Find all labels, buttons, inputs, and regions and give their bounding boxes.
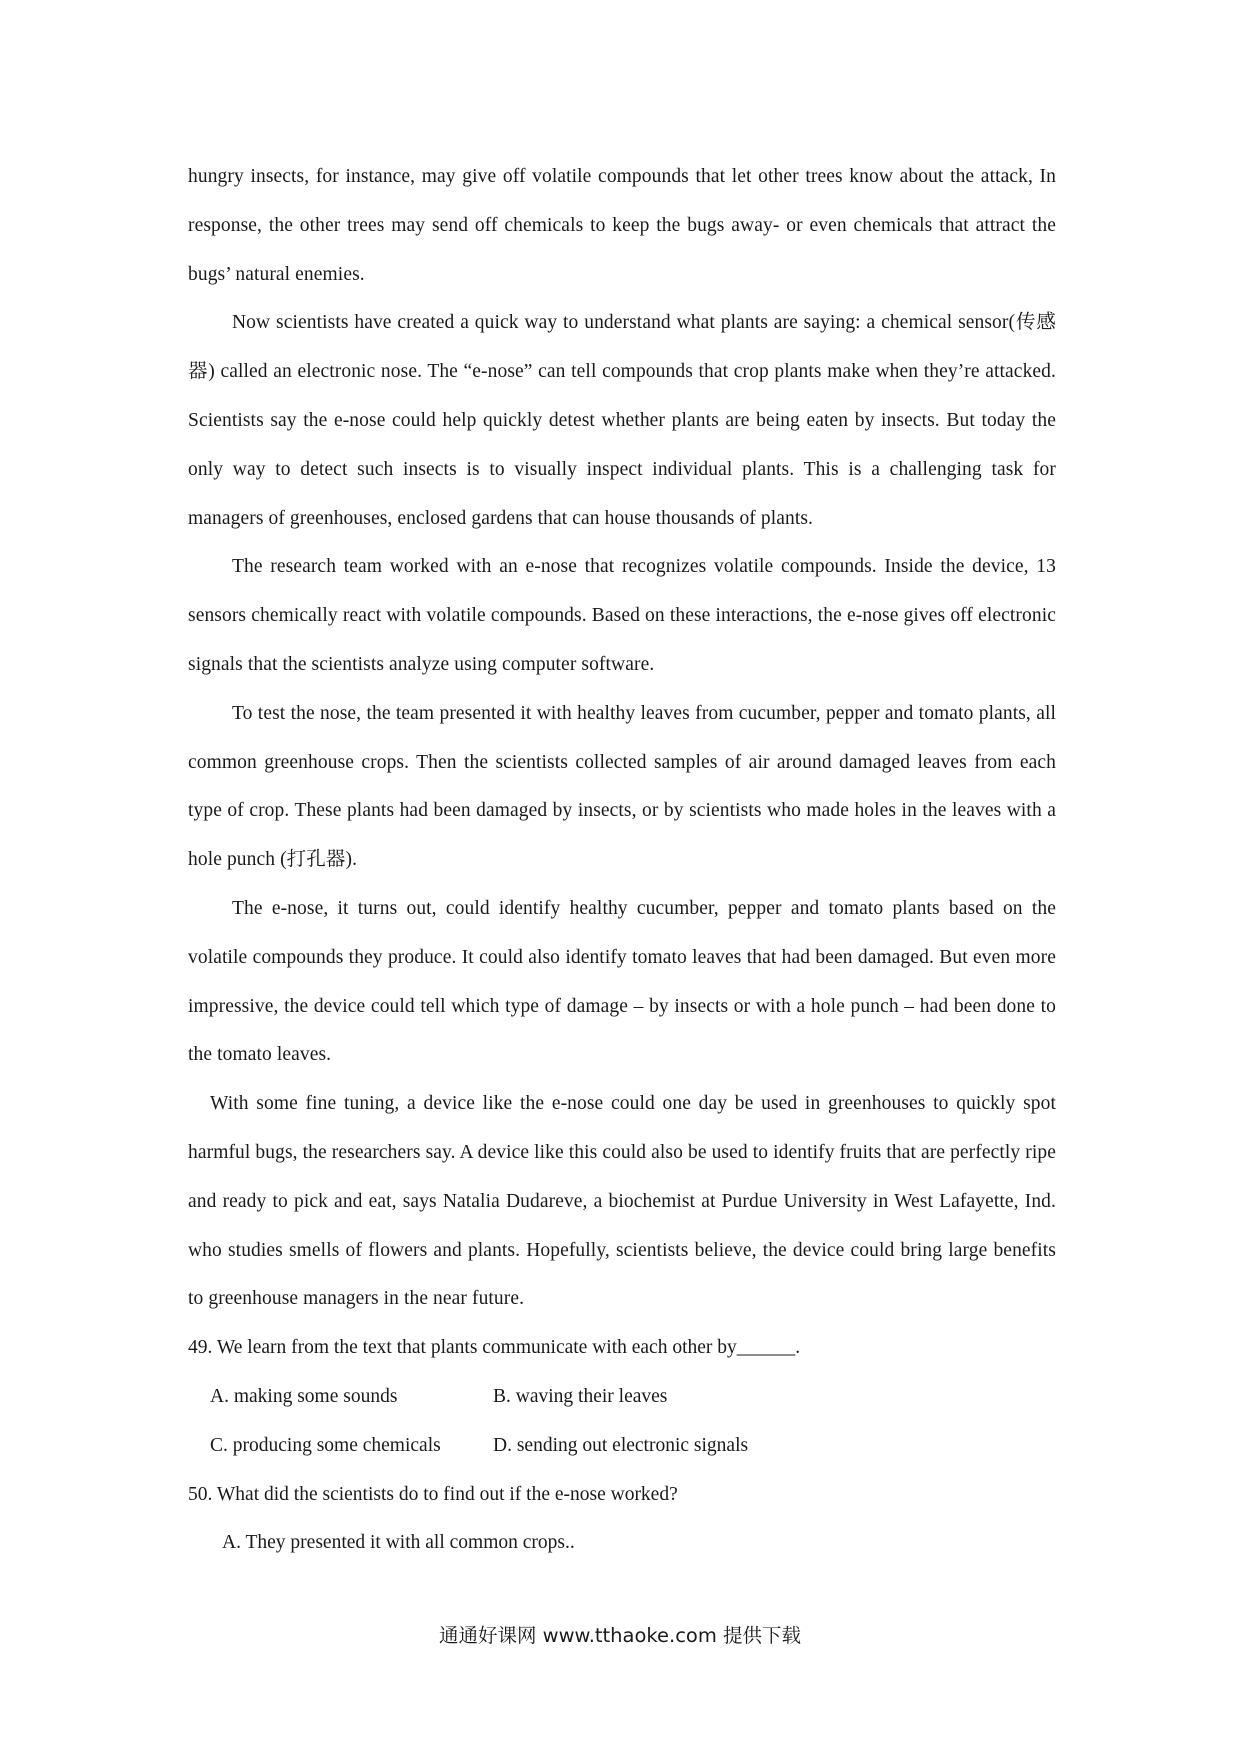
passage-paragraph-2: Now scientists have created a quick way to understand what plants are saying: a chemical sensor(传感器) called an electronic nose. The “e-nose” can tell compounds that crop plants make when they’re attacked. Scientists say the e-nose could help quickly detest whether plants are being eaten by insects. But today the only way to detect such insects is to visually inspect individual plants. This is a challenging task for managers of greenhouses, enclosed gardens that can house thousands of plants. — [188, 312, 1056, 529]
question-49-option-a: A. making some sounds — [210, 1385, 398, 1407]
passage-paragraph-5: The e-nose, it turns out, could identify healthy cucumber, pepper and tomato plants based on the volatile compounds they produce. It could also identify tomato leaves that had been damaged. But even more impressive, the device could tell which type of damage – by insects or with a hole punch – had been done to the tomato leaves. — [188, 897, 1056, 1066]
passage-paragraph-6: With some fine tuning, a device like the e-nose could one day be used in greenhouses to quickly spot harmful bugs, the researchers say. A device like this could also be used to identify fruits that are perfectly ripe and ready to pick and eat, says Natalia Dudareve, a biochemist at Purdue University in West Lafayette, Ind. who studies smells of flowers and plants. Hopefully, scientists believe, the device could bring large benefits to greenhouse managers in the near future. — [188, 1093, 1056, 1310]
question-50-options-row-1 — [188, 1519, 1056, 1568]
question-50-option-a: A. They presented it with all common crops.. — [222, 1532, 575, 1554]
question-49-option-d: D. sending out electronic signals — [493, 1434, 749, 1456]
passage-paragraph-1: hungry insects, for instance, may give off volatile compounds that let other trees know about the attack, In response, the other trees may send off chemicals to keep the bugs away- or even chemicals that attract the bugs’ natural enemies. — [188, 166, 1056, 285]
question-49-options-row-1 — [188, 1373, 1056, 1422]
question-49-stem: 49. We learn from the text that plants communicate with each other by______. — [188, 1337, 801, 1359]
passage-paragraph-4: To test the nose, the team presented it with healthy leaves from cucumber, pepper and tomato plants, all common greenhouse crops. Then the scientists collected samples of air around damaged leaves from each type of crop. These plants had been damaged by insects, or by scientists who made holes in the leaves with a hole punch (打孔器). — [188, 702, 1056, 871]
passage-paragraph-3: The research team worked with an e-nose that recognizes volatile compounds. Inside the device, 13 sensors chemically react with volatile compounds. Based on these interactions, the e-nose gives off electronic signals that the scientists analyze using computer software. — [188, 556, 1056, 675]
question-49-option-c: C. producing some chemicals — [210, 1434, 441, 1456]
question-49-option-b: B. waving their leaves — [493, 1385, 668, 1407]
question-50-stem: 50. What did the scientists do to find out if the e-nose worked? — [188, 1483, 678, 1505]
document-page — [188, 153, 1056, 1568]
question-49-options-row-2 — [188, 1422, 1056, 1471]
page-footer: 通通好课网 www.tthaoke.com 提供下载 — [438, 1624, 802, 1647]
